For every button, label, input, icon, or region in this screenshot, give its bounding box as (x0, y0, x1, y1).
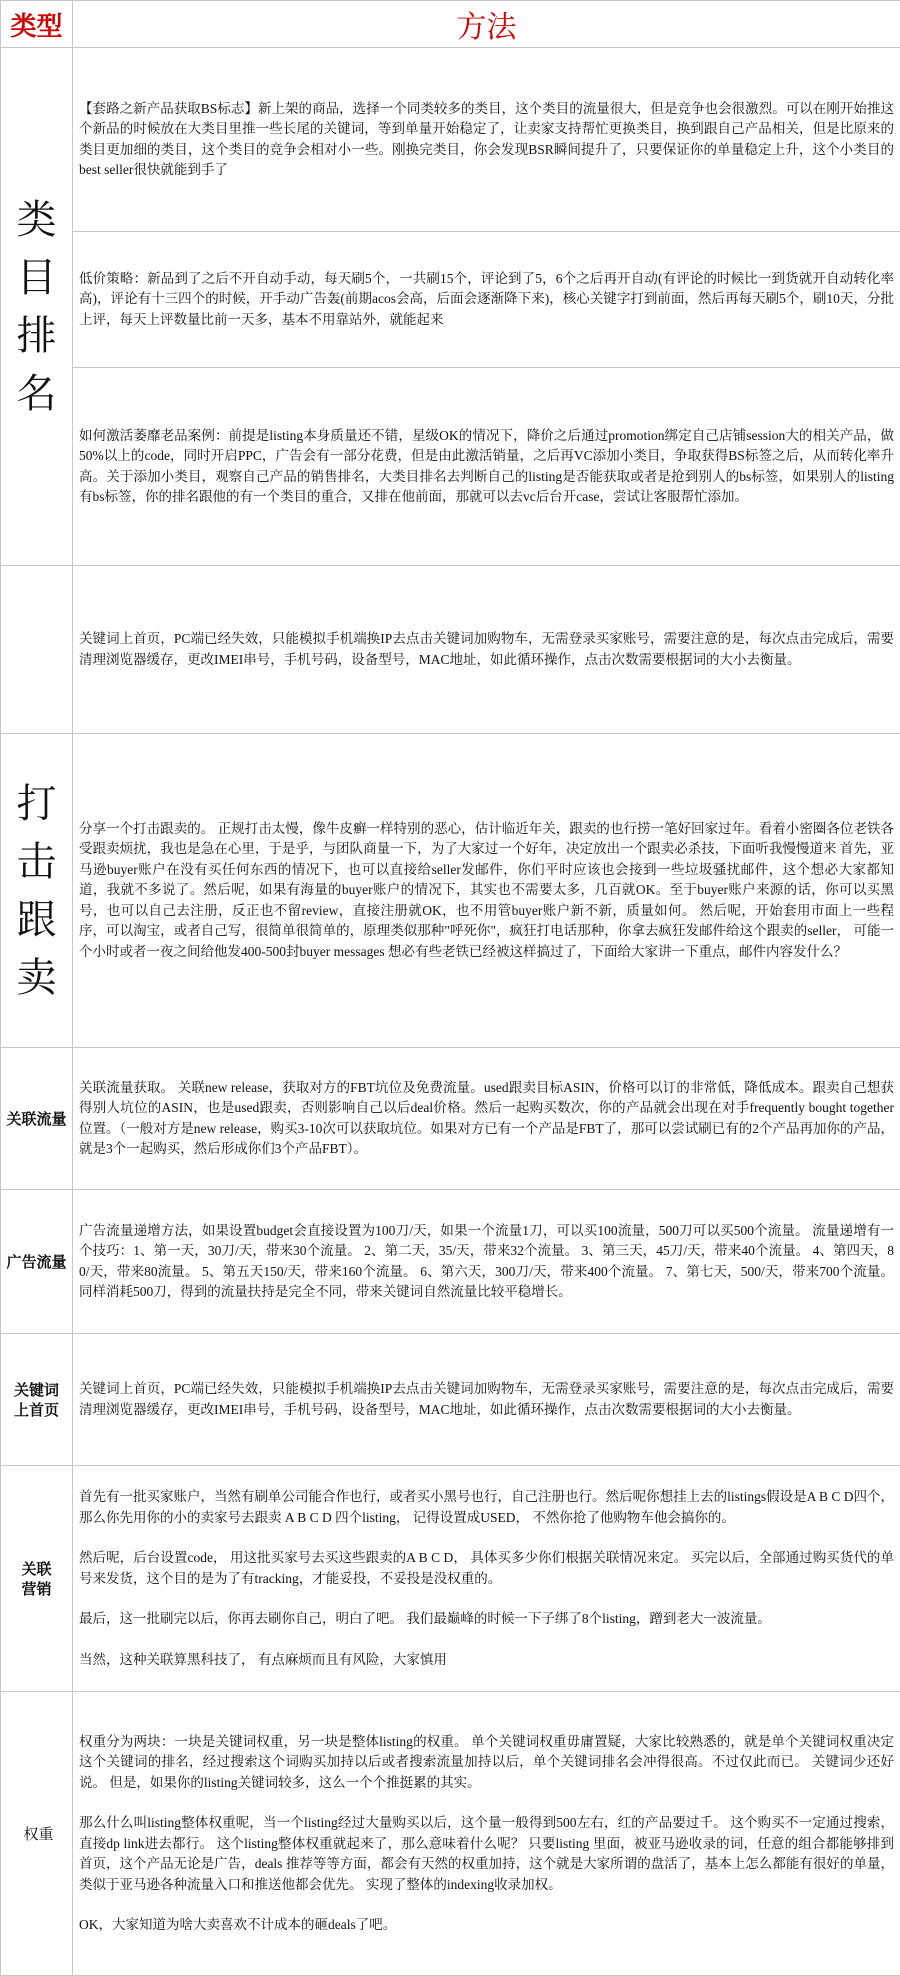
category-rank-paragraph-1: 【套路之新产品获取BS标志】新上架的商品，选择一个同类较多的类目，这个类目的流量很大，但是竞争也会很激烈。可以在刚开始推这个新品的时候放在大类目里推一些长尾的关键词，等到单量开始稳定了，让卖家支持帮忙更换类目，换到跟自己产品相关，但是比原来的类目更加细的类目，这个类目的竞争会相对小一些。刚换完类目，你会发现BSR瞬间提升了，只要保证你的单量稳定上升，这个小类目的best seller很快就能到手了 (79, 99, 894, 181)
ad-traffic-paragraph: 广告流量递增方法，如果设置budget会直接设置为100刀/天，如果一个流量1刀，可以买100流量，500刀可以买500个流量。 流量递增有一个技巧：1、第一天，30刀/天，带来30个流量。 2、第二天，35/天，带来32个流量。 3、第三天，45刀/天，带来40个流量。 4、第四天，80/天，带来80流量。 5、第五天150/天，带来160个流量。 6、第六天，300刀/天，带来400个流量。 7、第七天，500/天，带来700个流量。同样消耗500刀，得到的流量扶持是完全不同，带来关键词自然流量比较平稳增长。 (79, 1221, 894, 1303)
row-category-rank-3 (1, 368, 900, 566)
related-traffic-label: 关联流量 (1, 1109, 72, 1129)
ad-traffic-label: 广告流量 (1, 1252, 72, 1272)
anti-hijack-text (73, 734, 900, 1048)
ad-traffic-cell (1, 1190, 73, 1334)
weight-paragraph-3: OK，大家知道为啥大卖喜欢不计成本的砸deals了吧。 (79, 1915, 894, 1936)
method-header: 方法 (73, 1, 900, 48)
keyword-top-1-empty-cell (1, 566, 73, 734)
keyword-top-2-text (73, 1334, 900, 1466)
weight-cell (1, 1692, 73, 1976)
category-rank-paragraph-3: 如何激活萎靡老品案例：前提是listing本身质量还不错，星级OK的情况下，降价之后通过promotion绑定自己店铺session大的相关产品，做50%以上的code，同时开启PPC，广告会有一部分花费，但是由此激活销量，之后再VC添加小类目，争取获得BS标签之后，从而转化率升高。关于添加小类目，观察自己产品的销售排名，大类目排名去判断自己的listing是否能获取或者是抢到别人的bs标签，如果别人的listing有bs标签，你的排名跟他的有一个类目的重合，又排在他前面，那就可以去vc后台开case，尝试让客服帮忙添加。 (79, 426, 894, 508)
keyword-top-1-text (73, 566, 900, 734)
category-rank-paragraph-2: 低价策略：新品到了之后不开自动手动，每天刷5个，一共刷15个，评论到了5，6个之后再开自动(有评论的时候比一到货就开自动转化率高)，评论有十三四个的时候，开手动广告轰(前期acos会高，后面会逐渐降下来)，核心关键字打到前面，然后再每天刷5个，刷10天，分批上评，每天上评数量比前一天多，基本不用靠站外，就能起来 (79, 269, 894, 331)
keyword-top-2-label: 关键词 上首页 (1, 1380, 72, 1420)
related-marketing-paragraph-1: 首先有一批买家账户，当然有刷单公司能合作也行，或者买小黑号也行，自己注册也行。然后呢你想挂上去的listings假设是A B C D四个， 那么你先用你的小的卖家号去跟卖 A B C D 四个listing， 记得设置成USED， 不然你抢了他购物车他会搞你的。 (79, 1487, 894, 1528)
category-rank-text-2 (73, 232, 900, 368)
category-rank-cell (1, 48, 73, 566)
related-traffic-cell (1, 1048, 73, 1190)
row-keyword-top-1 (1, 566, 900, 734)
keyword-top-2-cell (1, 1334, 73, 1466)
related-marketing-paragraph-2: 然后呢，后台设置code， 用这批买家号去买这些跟卖的A B C D， 具体买多少你们根据关联情况来定。 买完以后，全部通过购买货代的单号来发货，这个目的是为了有tracking，才能妥投，不妥投是没权重的。 (79, 1548, 894, 1589)
header-row (1, 1, 900, 48)
category-rank-text-3 (73, 368, 900, 566)
related-traffic-paragraph: 关联流量获取。 关联new release，获取对方的FBT坑位及免费流量。used跟卖目标ASIN，价格可以订的非常低，降低成本。跟卖自己想获得别人坑位的ASIN，也是used跟卖，否则影响自己以后deal价格。然后一起购买数次，你的产品就会出现在对手frequently bought together 位置。（一般对方是new release，购买3-10次可以获取坑位。如果对方已有一个产品是FBT了，那可以尝试刷已有的2个产品再加你的产品，就是3个一起购买，然后形成你们3个产品FBT）。 (79, 1078, 894, 1160)
anti-hijack-label: 打 击 跟 卖 (1, 775, 72, 1007)
related-marketing-paragraph-3: 最后，这一批刷完以后，你再去刷你自己，明白了吧。 我们最巅峰的时候一下子绑了8个listing，蹭到老大一波流量。 (79, 1609, 894, 1630)
row-anti-hijack (1, 734, 900, 1048)
related-marketing-text (73, 1466, 900, 1692)
ad-traffic-text (73, 1190, 900, 1334)
related-marketing-label: 关联 营销 (1, 1559, 72, 1599)
related-marketing-cell (1, 1466, 73, 1692)
weight-label: 权重 (5, 1823, 72, 1844)
related-marketing-paragraph-4: 当然，这种关联算黑科技了， 有点麻烦而且有风险，大家慎用 (79, 1650, 894, 1671)
category-rank-text-1 (73, 48, 900, 232)
row-category-rank-1 (1, 48, 900, 232)
weight-paragraph-2: 那么什么叫listing整体权重呢，当一个listing经过大量购买以后，这个量一般得到500左右，红的产品要过千。 这个购买不一定通过搜索，直接dp link进去都行。 这个listing整体权重就起来了，那么意味着什么呢？ 只要listing 里面，被亚马逊收录的词，任意的组合都能够排到首页，这个产品无论是广告，deals 推荐等等方面，都会有天然的权重加持，这个就是大家所谓的盘活了，基本上怎么都能有很好的单量，类似于亚马逊各种流量入口和推送他都会优先。 实现了整体的indexing收录加权。 (79, 1813, 894, 1895)
anti-hijack-paragraph: 分享一个打击跟卖的。 正规打击太慢，像牛皮癣一样特别的恶心，估计临近年关，跟卖的也行捞一笔好回家过年。看着小密圈各位老铁各受跟卖烦扰，我也是急在心里，于是乎，与团队商量一下，为了大家过一个好年，决定放出一个跟卖必杀技，下面听我慢慢道来 首先，亚马逊buyer账户在没有买任何东西的情况下，也可以直接给seller发邮件，你们平时应该也会接到一些垃圾骚扰邮件，这个想必大家都知道，我就不多说了。然后呢，如果有海量的buyer账户的情况下，其实也不需要太多，几百就OK。至于buyer账户来源的话，你可以买黑号，也可以自己去注册，反正也不留review，直接注册就OK，也不用管buyer账户新不新，质量如何。 然后呢，开始套用市面上一些程序，可以淘宝，或者自己写，很简单很简单的，原理类似那种"呼死你"，疯狂打电话那种，你拿去疯狂发邮件给这个跟卖的seller， 可能一个小时或者一夜之间给他发400-500封buyer messages 想必有些老铁已经被这样搞过了，下面给大家讲一下重点，邮件内容发什么？ (79, 819, 894, 963)
row-related-traffic (1, 1048, 900, 1190)
related-traffic-text (73, 1048, 900, 1190)
keyword-top-1-paragraph: 关键词上首页，PC端已经失效，只能模拟手机端换IP去点击关键词加购物车，无需登录买家账号，需要注意的是，每次点击完成后，需要清理浏览器缓存，更改IMEI串号，手机号码，设备型号，MAC地址，如此循环操作，点击次数需要根据词的大小去衡量。 (79, 629, 894, 670)
keyword-top-2-paragraph: 关键词上首页，PC端已经失效，只能模拟手机端换IP去点击关键词加购物车，无需登录买家账号，需要注意的是，每次点击完成后，需要清理浏览器缓存，更改IMEI串号，手机号码，设备型号，MAC地址，如此循环操作，点击次数需要根据词的大小去衡量。 (79, 1379, 894, 1420)
anti-hijack-cell (1, 734, 73, 1048)
type-header: 类型 (1, 1, 73, 48)
row-ad-traffic (1, 1190, 900, 1334)
row-related-marketing (1, 1466, 900, 1692)
weight-text (73, 1692, 900, 1976)
row-keyword-top-2 (1, 1334, 900, 1466)
weight-paragraph-1: 权重分为两块：一块是关键词权重，另一块是整体listing的权重。 单个关键词权重毋庸置疑，大家比较熟悉的，就是单个关键词权重决定这个关键词的排名，经过搜索这个词购买加持以后或者搜索流量加持以后，单个关键词排名会冲得很高。不过仅此而已。 关键词少还好说。 但是，如果你的listing关键词较多，这么一个个推挺累的其实。 (79, 1732, 894, 1794)
row-weight (1, 1692, 900, 1976)
category-rank-label: 类 目 排 名 (1, 191, 72, 423)
row-category-rank-2 (1, 232, 900, 368)
